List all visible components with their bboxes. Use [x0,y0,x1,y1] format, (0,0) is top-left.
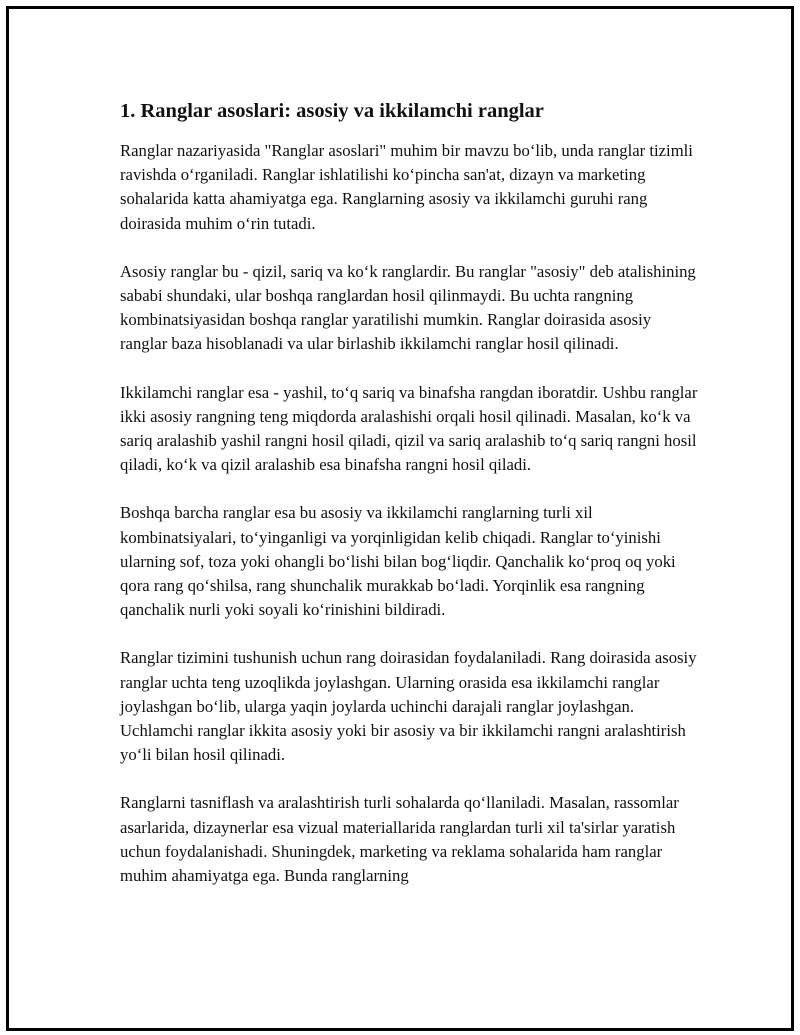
paragraph-secondary-colors: Ikkilamchi ranglar esa - yashil, to‘q sariq va binafsha rangdan iboratdir. Ushbu ranglar ikki asosiy rangning teng miqdorda aralashishi orqali hosil qilinadi. Masalan, ko‘k va sariq aralashib yashil rangni hosil qiladi, qizil va sariq aralashib to‘q sariq rangni hosil qiladi, ko‘k va qizil aralashib esa binafsha rangni hosil qiladi. [120,382,698,475]
section-heading: 1. Ranglar asoslari: asosiy va ikkilamchi ranglar [120,100,544,122]
paragraph-applications: Ranglarni tasniflash va aralashtirish turli sohalarda qo‘llaniladi. Masalan, rassomlar asarlarida, dizaynerlar esa vizual materiallarida ranglardan turli xil ta'sirlar yaratish uchun foydalanishadi. Shuningdek, marketing va reklama sohalarida ham ranglar muhim ahamiyatga ega. Bunda ranglarning [120,793,679,886]
paragraph-primary-colors: Asosiy ranglar bu - qizil, sariq va ko‘k ranglardir. Bu ranglar "asosiy" deb atalishining sababi shundaki, ular boshqa ranglardan hosil qilinmaydi. Bu uchta rangning kombinatsiyasidan boshqa ranglar yaratilishi mumkin. Ranglar doirasida asosiy ranglar baza hisoblanadi va ular birlashib ikkilamchi ranglar hosil qilinadi. [120,261,696,354]
paragraph-other-colors: Boshqa barcha ranglar esa bu asosiy va ikkilamchi ranglarning turli xil kombinatsiyalari, to‘yinganligi va yorqinligidan kelib chiqadi. Ranglar to‘yinishi ularning sof, toza yoki ohangli bo‘lishi bilan bog‘liqdir. Qanchalik ko‘proq oq yoki qora rang qo‘shilsa, rang shunchalik murakkab bo‘ladi. Yorqinlik esa rangning qanchalik nurli yoki soyali ko‘rinishini bildiradi. [120,503,676,620]
paragraph-color-wheel: Ranglar tizimini tushunish uchun rang doirasidan foydalaniladi. Rang doirasida asosiy ranglar uchta teng uzoqlikda joylashgan. Ularning orasida esa ikkilamchi ranglar joylashgan bo‘lib, ularga yaqin joylarda uchinchi darajali ranglar joylashgan. Uchlamchi ranglar ikkita asosiy yoki bir asosiy va bir ikkilamchi rangni aralashtirish yo‘li bilan hosil qilinadi. [120,648,697,765]
paragraph-intro: Ranglar nazariyasida "Ranglar asoslari" muhim bir mavzu bo‘lib, unda ranglar tizimli ravishda o‘rganiladi. Ranglar ishlatilishi ko‘pincha san'at, dizayn va marketing sohalarida katta ahamiyatga ega. Ranglarning asosiy va ikkilamchi guruhi rang doirasida muhim o‘rin tutadi. [120,141,693,233]
document-body [120,97,702,912]
page-frame [6,6,794,1031]
